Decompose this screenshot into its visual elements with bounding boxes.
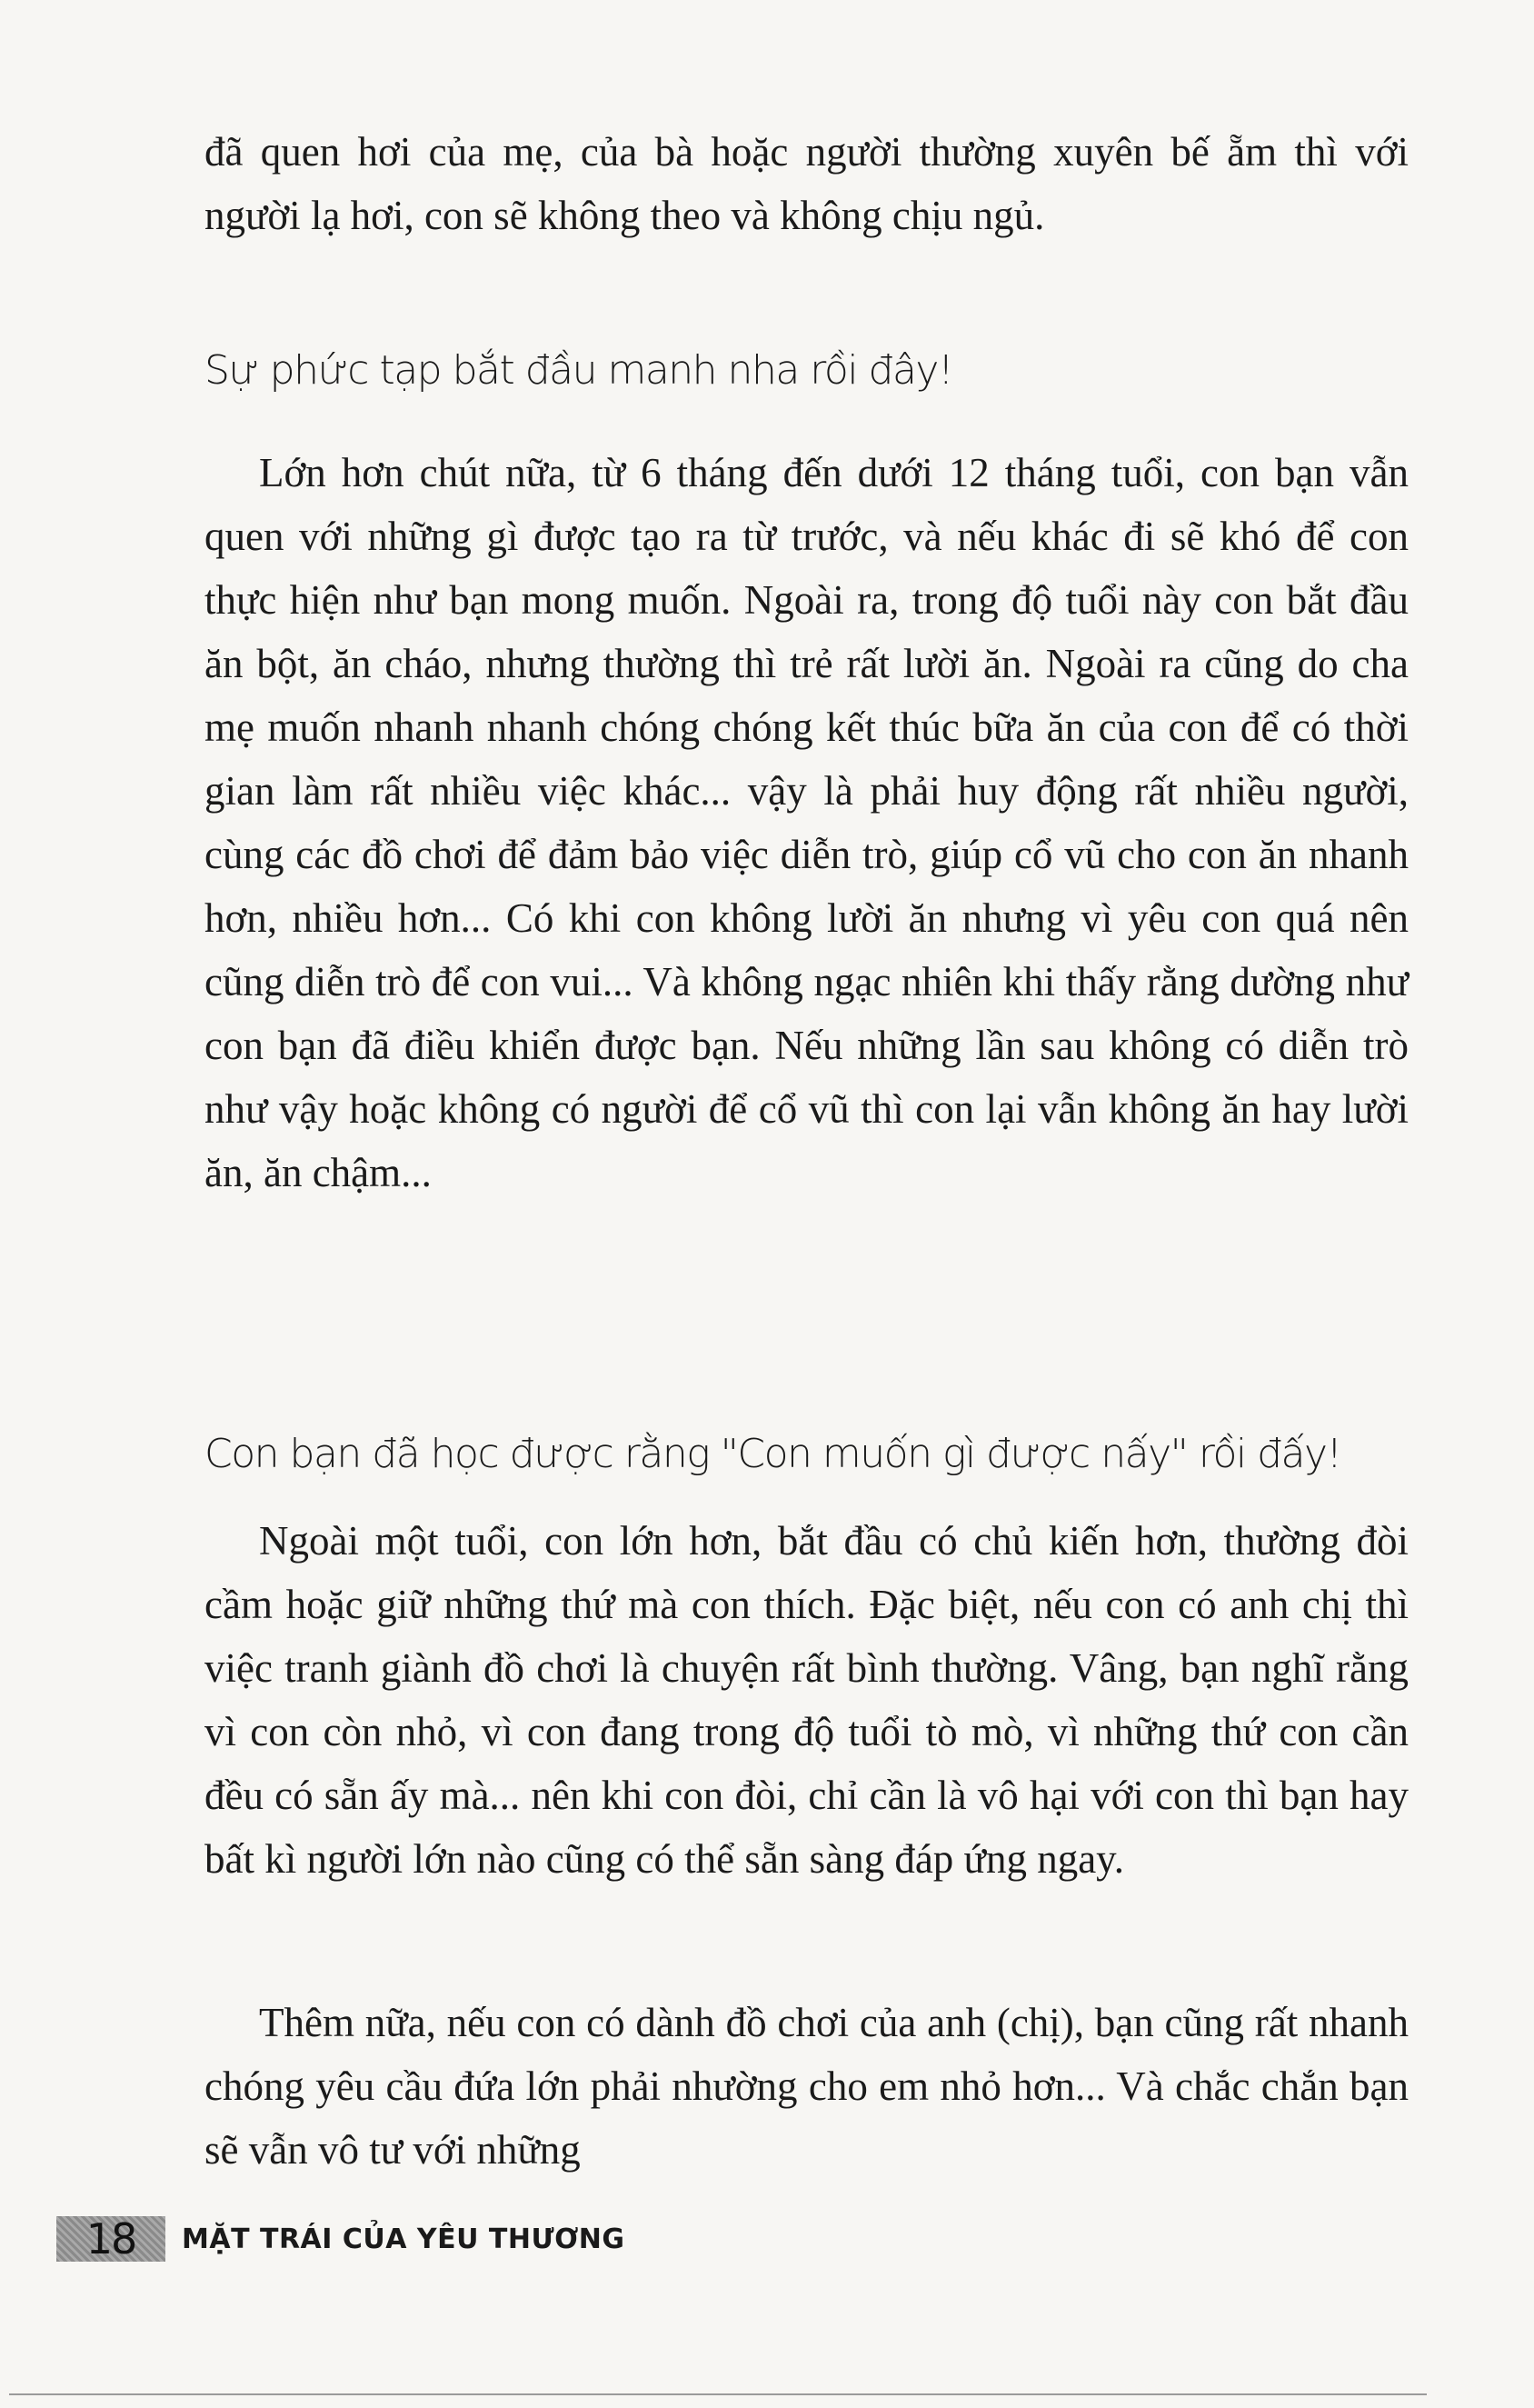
section-paragraph-learned-1: Ngoài một tuổi, con lớn hơn, bắt đầu có chủ kiến hơn, thường đòi cầm hoặc giữ những thứ mà con thích. Đặc biệt, nếu con có anh chị thì việc tranh giành đồ chơi là chuyện rất bình thường. Vâng, bạn nghĩ rằng vì con còn nhỏ, vì con đang trong độ tuổi tò mò, vì những thứ con cần đều có sẵn ấy mà... nên khi con đòi, chỉ cần là vô hại với con thì bạn hay bất kì người lớn nào cũng có thể sẵn sàng đáp ứng ngay. xyxy=(204,1518,1409,1882)
page-footer xyxy=(56,2216,625,2262)
section-heading-learned: Con bạn đã học được rằng "Con muốn gì được nấy" rồi đấy! xyxy=(204,1431,1341,1477)
section-paragraph-learned-2: Thêm nữa, nếu con có dành đồ chơi của anh (chị), bạn cũng rất nhanh chóng yêu cầu đứa lớn phải nhường cho em nhỏ hơn... Và chắc chắn bạn sẽ vẫn vô tư với những xyxy=(204,2000,1409,2173)
section-paragraph-complexity: Lớn hơn chút nữa, từ 6 tháng đến dưới 12 tháng tuổi, con bạn vẫn quen với những gì được tạo ra từ trước, và nếu khác đi sẽ khó để con thực hiện như bạn mong muốn. Ngoài ra, trong độ tuổi này con bắt đầu ăn bột, ăn cháo, nhưng thường thì trẻ rất lười ăn. Ngoài ra cũng do cha mẹ muốn nhanh nhanh chóng chóng kết thúc bữa ăn của con để có thời gian làm rất nhiều việc khác... vậy là phải huy động rất nhiều người, cùng các đồ chơi để đảm bảo việc diễn trò, giúp cổ vũ cho con ăn nhanh hơn, nhiều hơn... Có khi con không lười ăn nhưng vì yêu con quá nên cũng diễn trò để con vui... Và không ngạc nhiên khi thấy rằng dường như con bạn đã điều khiển được bạn. Nếu những lần sau không có diễn trò như vậy hoặc không có người để cổ vũ thì con lại vẫn không ăn hay lười ăn, ăn chậm... xyxy=(204,450,1409,1195)
intro-paragraph: đã quen hơi của mẹ, của bà hoặc người thường xuyên bế ẵm thì với người lạ hơi, con sẽ không theo và không chịu ngủ. xyxy=(204,129,1409,238)
page-number: 18 xyxy=(56,2216,165,2262)
section-heading-complexity: Sự phức tạp bắt đầu manh nha rồi đây! xyxy=(204,347,953,394)
bottom-divider xyxy=(9,2393,1427,2395)
book-title: MẶT TRÁI CỦA YÊU THƯƠNG xyxy=(182,2223,625,2255)
